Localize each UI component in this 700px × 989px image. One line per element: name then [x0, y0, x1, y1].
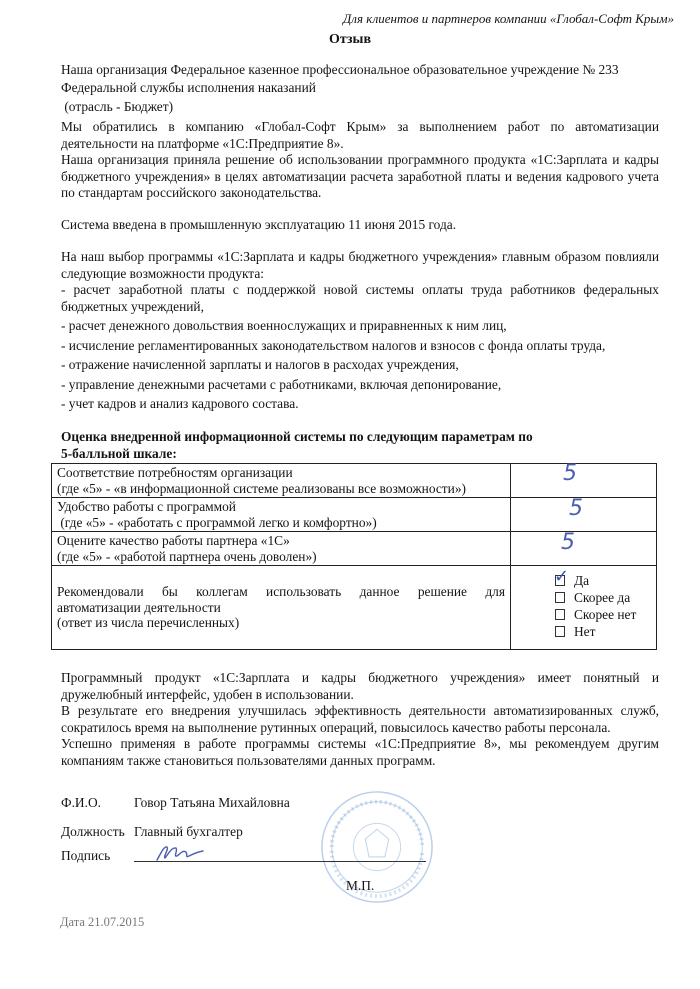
rating-heading-line-1: Оценка внедренной информационной системы по следующим параметрам по [61, 429, 533, 444]
header-note: Для клиентов и партнеров компании «Глобал-Софт Крым» [343, 11, 674, 26]
features-intro: На наш выбор программы «1С:Зарплата и кадры бюджетного учреждения» главным образом повлияли следующие возможности продукта: [61, 249, 659, 281]
stamp-label: М.П. [346, 878, 375, 893]
handwritten-score: 5 [561, 530, 575, 555]
date: Дата 21.07.2015 [60, 915, 145, 929]
handwritten-score: 5 [563, 461, 577, 486]
rating-row [52, 464, 657, 498]
signature-label: Подпись [61, 848, 111, 863]
rating-table [51, 463, 657, 650]
closing-paragraph-2: В результате его внедрения улучшилась эффективность деятельности автоматизированных служб, сократилось время на выполнение рутинных операций, повысилось качество работы персонала. [61, 703, 659, 735]
recommend-question [52, 566, 511, 650]
feature-item: - отражение начисленной зарплаты и налогов в расходах учреждения, [61, 357, 459, 372]
option-yes[interactable] [554, 566, 656, 589]
handwritten-signature-icon [155, 843, 205, 863]
option-label: Нет [574, 624, 596, 639]
checkmark-icon: ✓ [554, 566, 570, 587]
question-title: Оцените качество работы партнера «1С» [57, 533, 290, 548]
intro-paragraph-1: Мы обратились в компанию «Глобал-Софт Крым» за выполнением работ по автоматизации деятельности на платформе «1С:Предприятие 8». [61, 119, 659, 151]
option-rather-yes[interactable] [555, 589, 656, 606]
rating-question [52, 498, 511, 532]
question-title-cont: автоматизации деятельности [57, 599, 221, 615]
rating-row [52, 498, 657, 532]
recommend-options [511, 566, 657, 650]
feature-item: - расчет заработной платы с поддержкой новой системы оплаты труда работников федеральных бюджетных учреждений, [61, 282, 659, 314]
rating-heading-line-2: 5-балльной шкале: [61, 446, 177, 461]
signature-line [134, 861, 426, 862]
checkbox[interactable] [554, 566, 570, 587]
rating-question [52, 532, 511, 566]
question-title: Соответствие потребностям организации [57, 465, 293, 480]
checkbox[interactable] [555, 592, 565, 603]
question-hint: (где «5» - «работой партнера очень доволен») [57, 548, 317, 564]
feature-item: - учет кадров и анализ кадрового состава. [61, 396, 299, 411]
org-line-2: Федеральной службы исполнения наказаний [61, 80, 316, 95]
org-line-1: Наша организация Федеральное казенное профессиональное образовательное учреждение № 233 [61, 62, 619, 77]
handwritten-score: 5 [569, 496, 583, 521]
rating-score-cell[interactable] [511, 461, 657, 498]
option-label: Да [574, 573, 590, 588]
question-title: Рекомендовали бы коллегам использовать данное решение для [57, 584, 505, 600]
fio-value: Говор Татьяна Михайловна [134, 795, 290, 810]
seal-stamp-icon [318, 788, 436, 906]
closing-paragraph-3: Успешно применяя в работе программы системы «1С:Предприятие 8», мы рекомендуем другим компаниям также становиться пользователями данных программ. [61, 736, 659, 768]
fio-label: Ф.И.О. [61, 795, 101, 810]
option-label: Скорее да [574, 590, 631, 605]
option-no[interactable] [555, 623, 656, 640]
rating-score-cell[interactable] [511, 532, 657, 566]
question-hint: (где «5» - «работать с программой легко и комфортно») [57, 514, 377, 530]
launch-date-text: Система введена в промышленную эксплуатацию 11 июня 2015 года. [61, 217, 457, 232]
question-title: Удобство работы с программой [57, 499, 236, 514]
option-label: Скорее нет [574, 607, 637, 622]
question-hint: (где «5» - «в информационной системе реализованы все возможности») [57, 480, 466, 496]
rating-question [52, 464, 511, 498]
option-rather-no[interactable] [555, 606, 656, 623]
checkbox[interactable] [555, 609, 565, 620]
feature-item: - исчисление регламентированных законодательством налогов и взносов с фонда оплаты труда, [61, 337, 606, 353]
checkbox[interactable] [555, 626, 565, 637]
feature-item: - управление денежными расчетами с работниками, включая депонирование, [61, 376, 502, 392]
question-hint: (ответ из числа перечисленных) [57, 615, 240, 631]
feature-list [61, 282, 659, 413]
position-value: Главный бухгалтер [134, 824, 243, 839]
recommend-row [52, 566, 657, 650]
intro-paragraph-2: Наша организация приняла решение об использовании программного продукта «1С:Зарплата и кадры бюджетного учреждения» в целях автоматизации расчета заработной платы и ведения кадрового учета по стандартам российского законодательства. [61, 152, 659, 200]
document-title: Отзыв [328, 32, 372, 47]
rating-score-cell[interactable] [511, 498, 657, 532]
closing-paragraph-1: Программный продукт «1С:Зарплата и кадры бюджетного учреждения» имеет понятный и дружелюбный интерфейс, удобен в использовании. [61, 670, 659, 702]
position-label: Должность [61, 824, 125, 839]
rating-row [52, 532, 657, 566]
feature-item: - расчет денежного довольствия военнослужащих и приравненных к ним лиц, [61, 318, 507, 333]
org-industry: (отрасль - Бюджет) [61, 99, 174, 114]
